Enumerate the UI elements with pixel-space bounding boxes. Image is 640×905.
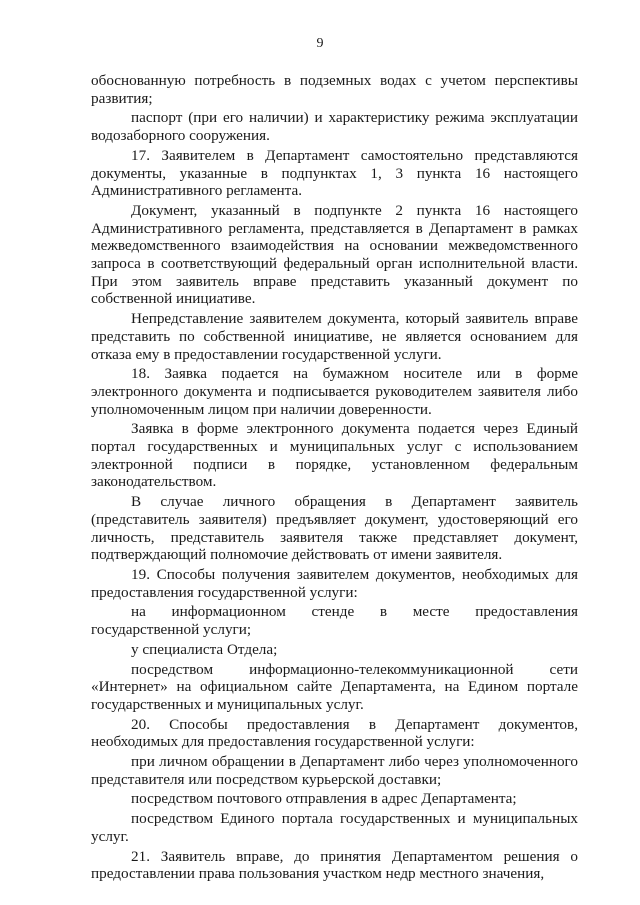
list-item-unified-portal: посредством Единого портала государственных и муниципальных услуг. <box>91 810 578 845</box>
paragraph-item-18: 18. Заявка подается на бумажном носителе или в форме электронного документа и подписывается руководителем заявителя либо уполномоченным лицом при наличии доверенности. <box>91 365 578 418</box>
paragraph-personal-visit: В случае личного обращения в Департамент заявитель (представитель заявителя) предъявляет документ, удостоверяющий его личность, представитель заявителя также представляет документ, подтверждающий полномочие действовать от имени заявителя. <box>91 493 578 564</box>
list-item-postal: посредством почтового отправления в адрес Департамента; <box>131 790 517 808</box>
paragraph-item-17: 17. Заявителем в Департамент самостоятельно представляются документы, указанные в подпунктах 1, 3 пункта 16 настоящего Административного регламента. <box>91 146 578 200</box>
paragraph-document-interagency: Документ, указанный в подпункте 2 пункта 16 настоящего Административного регламента, представляется в Департамент в рамках межведомственного взаимодействия на основании межведомственного запроса в соответствующий федеральный орган исполнительной власти. При этом заявитель вправе представить указанный документ по собственной инициативе. <box>91 201 578 308</box>
paragraph-need-groundwater: обоснованную потребность в подземных водах с учетом перспективы развития; <box>91 72 578 107</box>
document-body <box>91 72 578 885</box>
paragraph-item-19: 19. Способы получения заявителем документов, необходимых для предоставления государственной услуги: <box>91 565 578 601</box>
paragraph-electronic-application: Заявка в форме электронного документа подается через Единый портал государственных и муниципальных услуг с использованием электронной подписи в порядке, установленном федеральным законодательством. <box>91 420 578 491</box>
list-item-specialist: у специалиста Отдела; <box>131 640 278 658</box>
list-item-internet: посредством информационно-телекоммуникационной сети «Интернет» на официальном сайте Департамента, на Едином портале государственных и муниципальных услуг. <box>91 660 578 713</box>
list-item-personal-delivery: при личном обращении в Департамент либо через уполномоченного представителя или посредством курьерской доставки; <box>91 753 578 788</box>
list-item-info-stand: на информационном стенде в месте предоставления государственной услуги; <box>91 603 578 639</box>
paragraph-item-21: 21. Заявитель вправе, до принятия Департаментом решения о предоставлении права пользования участком недр местного значения, <box>91 847 578 883</box>
paragraph-item-20: 20. Способы предоставления в Департамент документов, необходимых для предоставления государственной услуги: <box>91 715 578 751</box>
paragraph-passport: паспорт (при его наличии) и характеристику режима эксплуатации водозаборного сооружения. <box>91 109 578 145</box>
paragraph-non-submission: Непредставление заявителем документа, который заявитель вправе представить по собственной инициативе, не является основанием для отказа ему в предоставлении государственной услуги. <box>91 310 578 363</box>
page-number: 9 <box>316 36 324 51</box>
